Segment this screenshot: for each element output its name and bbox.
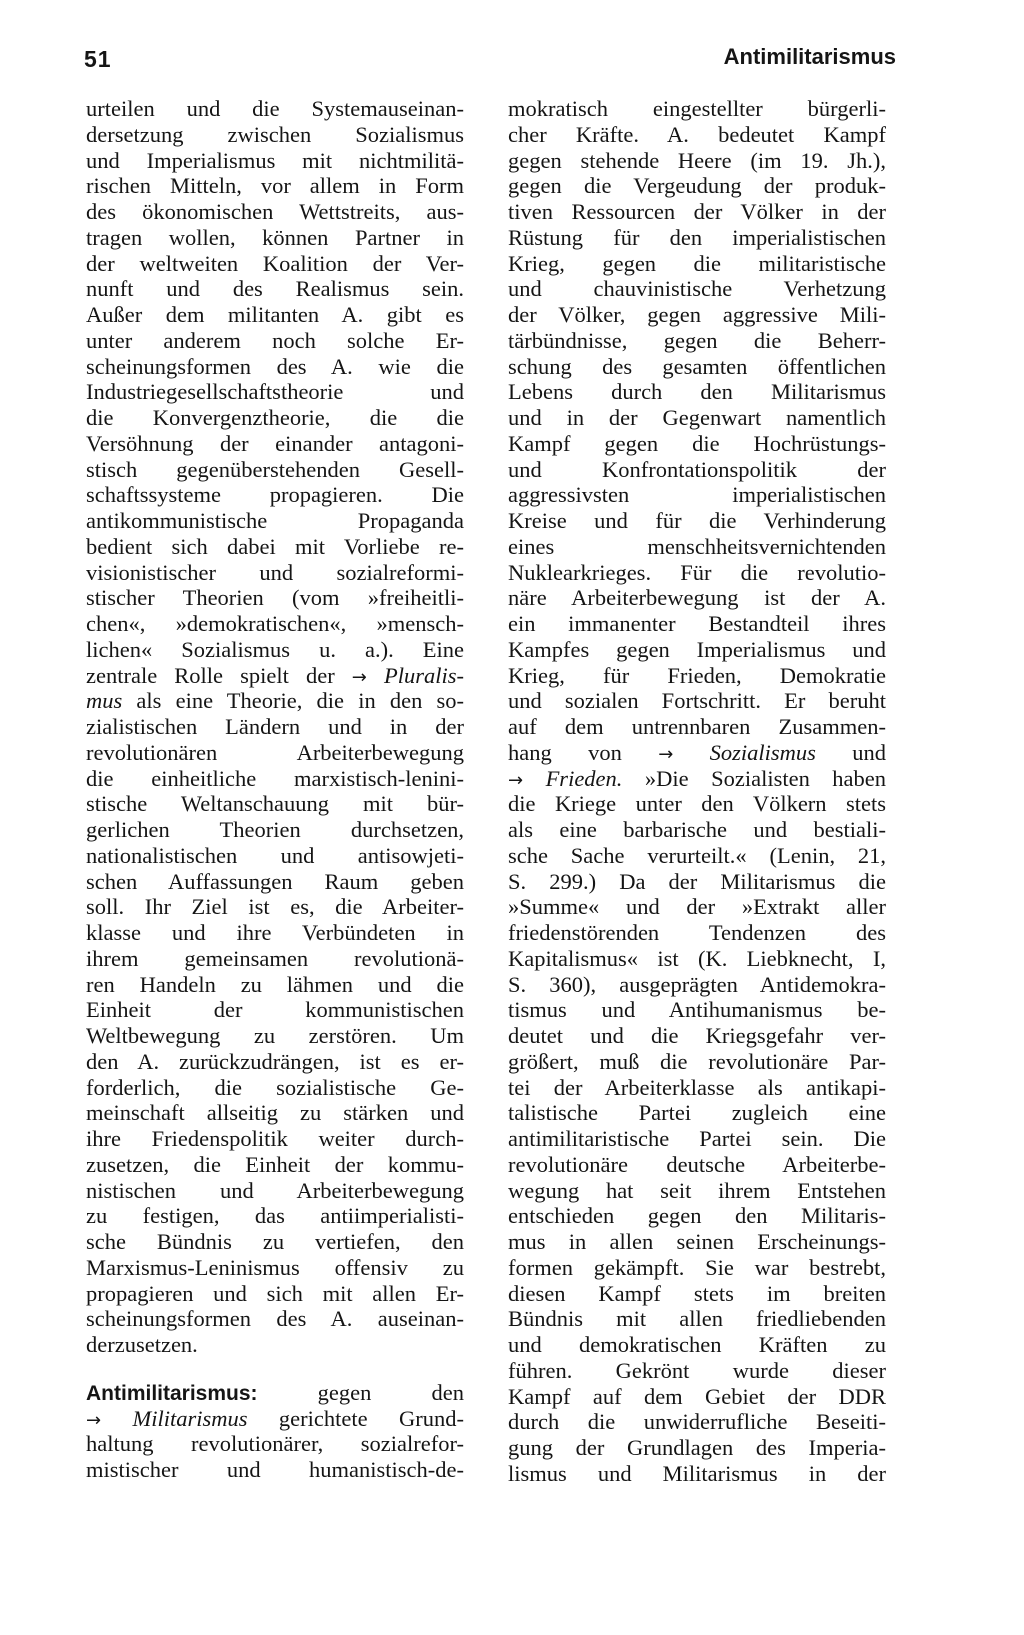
line-text: größert, muß die revolutionäre Par- <box>508 1048 886 1074</box>
line-text: rischen Mitteln, vor allem in Form <box>86 173 464 199</box>
line-text: klasse und ihre Verbündeten in <box>86 920 464 945</box>
text-line <box>508 1126 886 1152</box>
line-text: tragen wollen, können Partner in <box>86 224 464 250</box>
text-line <box>508 1229 886 1255</box>
text-line <box>86 1255 464 1281</box>
text-line <box>508 96 886 122</box>
line-text: ihre Friedenspolitik weiter durch- <box>86 1126 464 1151</box>
left-text-column <box>86 96 464 1483</box>
text-line <box>86 663 464 689</box>
line-text: und <box>815 739 886 765</box>
text-line <box>508 972 886 998</box>
line-text: nationalistischen und antisowjeti- <box>86 842 464 868</box>
text-line <box>86 817 464 843</box>
text-line <box>508 354 886 380</box>
text-line <box>86 482 464 508</box>
text-line <box>86 1281 464 1307</box>
text-line <box>508 1152 886 1178</box>
line-text: Kreise und für die Verhinderung <box>508 508 886 533</box>
text-line <box>508 457 886 483</box>
line-text: meinschaft allseitig zu stärken und <box>86 1100 464 1126</box>
text-line <box>508 585 886 611</box>
line-text: gerichtete Grund- <box>247 1405 464 1431</box>
cross-reference-term: mus <box>86 688 123 714</box>
text-line <box>508 843 886 869</box>
line-text: durch die unwiderrufliche Beseiti- <box>508 1409 886 1435</box>
text-line <box>86 1229 464 1255</box>
line-text: gegen stehende Heere (im 19. Jh.), <box>508 147 886 173</box>
page-number: 51 <box>84 46 112 72</box>
line-text: antimilitaristische Partei sein. Die <box>508 1126 886 1151</box>
text-line <box>86 688 464 714</box>
text-line <box>508 482 886 508</box>
line-text: dersetzung zwischen Sozialismus <box>86 121 464 147</box>
text-line <box>86 1406 464 1432</box>
line-text: Nuklearkrieges. Für die revolutio- <box>508 559 886 585</box>
text-line <box>508 791 886 817</box>
text-line <box>508 663 886 689</box>
text-line <box>508 997 886 1023</box>
text-line <box>508 1409 886 1435</box>
line-text: S. 299.) Da der Militarismus die <box>508 868 886 894</box>
text-line <box>508 379 886 405</box>
line-text: zusetzen, die Einheit der kommu- <box>86 1151 464 1177</box>
line-text: unter anderem noch solche Er- <box>86 327 464 353</box>
line-text: scheinungsformen des A. wie die <box>86 353 464 379</box>
text-line <box>86 1126 464 1152</box>
text-line <box>508 946 886 972</box>
text-line <box>508 611 886 637</box>
text-line <box>86 354 464 380</box>
line-text: Bündnis mit allen friedliebenden <box>508 1306 886 1332</box>
text-line <box>508 225 886 251</box>
text-line <box>86 1203 464 1229</box>
cross-reference-term: Militarismus <box>132 1405 248 1431</box>
text-line <box>508 405 886 431</box>
line-text: des ökonomischen Wettstreits, aus- <box>86 199 464 224</box>
line-text: sche Sache verurteilt.« (Lenin, 21, <box>508 842 886 868</box>
text-line <box>508 1075 886 1101</box>
cross-reference-term: Pluralis- <box>383 662 464 688</box>
line-text: Weltbewegung zu zerstören. Um <box>86 1023 464 1048</box>
text-line <box>86 894 464 920</box>
line-text: der Völker, gegen aggressive Mili- <box>508 302 886 327</box>
line-text: und in der Gegenwart namentlich <box>508 405 886 430</box>
text-line <box>508 740 886 766</box>
line-text: wegung hat seit ihrem Entstehen <box>508 1177 886 1203</box>
line-text: propagieren und sich mit allen Er- <box>86 1280 464 1306</box>
line-text: näre Arbeiterbewegung ist der A. <box>508 585 886 611</box>
line-text: forderlich, die sozialistische Ge- <box>86 1074 464 1100</box>
text-line <box>86 457 464 483</box>
line-text: stischer Theorien (vom »freiheitli- <box>86 585 464 611</box>
line-text: stisch gegenüberstehenden Gesell- <box>86 456 464 482</box>
text-line <box>86 199 464 225</box>
line-text: als eine Theorie, die in den so- <box>122 688 464 714</box>
text-line <box>508 302 886 328</box>
text-line <box>508 869 886 895</box>
cross-reference-term: Sozialismus <box>709 739 816 765</box>
line-text: und sozialen Fortschritt. Er beruht <box>508 688 886 714</box>
cross-reference-arrow-icon: → <box>658 743 674 765</box>
line-text: die einheitliche marxistisch-lenini- <box>86 765 464 791</box>
text-line <box>508 1203 886 1229</box>
line-text: stische Weltanschauung mit bür- <box>86 791 464 817</box>
line-text: Außer dem militanten A. gibt es <box>86 302 464 327</box>
text-line <box>508 1306 886 1332</box>
line-text: Kapitalismus« ist (K. Liebknecht, I, <box>508 945 886 971</box>
text-line <box>86 997 464 1023</box>
text-line <box>86 791 464 817</box>
line-text: Industriegesellschaftstheorie und <box>86 379 464 405</box>
line-text: lichen« Sozialismus u. a.). Eine <box>86 636 464 662</box>
text-line <box>86 920 464 946</box>
line-text: und Imperialismus mit nichtmilitä- <box>86 147 464 173</box>
text-line <box>508 1281 886 1307</box>
line-text: friedenstörenden Tendenzen des <box>508 920 886 945</box>
line-text: ein immanenter Bestandteil ihres <box>508 611 886 636</box>
line-text: diesen Kampf stets im breiten <box>508 1280 886 1306</box>
cross-reference-arrow-icon: → <box>86 1409 102 1431</box>
text-line <box>508 817 886 843</box>
entry-headword: Antimilitarismus: <box>86 1381 258 1405</box>
line-text: antikommunistische Propaganda <box>86 508 464 533</box>
line-text: schaftssysteme propagieren. Die <box>86 482 464 508</box>
text-line <box>86 431 464 457</box>
text-line <box>508 431 886 457</box>
text-line <box>86 1178 464 1204</box>
text-line <box>86 302 464 328</box>
cross-reference-arrow-icon: → <box>351 666 367 688</box>
text-line <box>508 251 886 277</box>
text-line <box>86 585 464 611</box>
text-line <box>508 1255 886 1281</box>
text-line <box>86 1380 464 1406</box>
line-text: zialistischen Ländern und in der <box>86 714 464 739</box>
line-text: tismus und Antihumanismus be- <box>508 997 886 1023</box>
line-text: chen«, »demokratischen«, »mensch- <box>86 611 464 636</box>
text-line <box>86 1457 464 1483</box>
text-line <box>508 276 886 302</box>
line-text: Kampf gegen die Hochrüstungs- <box>508 430 886 456</box>
line-text: eines menschheitsvernichtenden <box>508 533 886 559</box>
text-line <box>508 766 886 792</box>
text-line <box>508 508 886 534</box>
line-text: zu festigen, das antiimperialisti- <box>86 1203 464 1229</box>
text-line <box>508 1461 886 1487</box>
text-line <box>86 379 464 405</box>
text-line <box>508 894 886 920</box>
text-line <box>86 766 464 792</box>
text-line <box>86 251 464 277</box>
text-line <box>86 1306 464 1332</box>
line-text: mokratisch eingestellter bürgerli- <box>508 96 886 121</box>
text-line <box>86 534 464 560</box>
line-text: derzusetzen. <box>86 1332 198 1357</box>
text-line <box>508 920 886 946</box>
text-line <box>86 173 464 199</box>
line-text: Krieg, gegen die militaristische <box>508 250 886 276</box>
line-text: Lebens durch den Militarismus <box>508 379 886 405</box>
line-text: Versöhnung der einander antagoni- <box>86 430 464 456</box>
line-text: schen Auffassungen Raum geben <box>86 868 464 894</box>
text-line <box>508 1358 886 1384</box>
line-text: schung des gesamten öffentlichen <box>508 353 886 379</box>
line-text: hang von <box>508 739 659 765</box>
text-line <box>508 560 886 586</box>
line-text: visionistischer und sozialreformi- <box>86 559 464 585</box>
text-line <box>86 148 464 174</box>
text-line <box>86 1100 464 1126</box>
text-line <box>86 1152 464 1178</box>
text-line <box>508 1049 886 1075</box>
cross-reference-arrow-icon: → <box>508 769 524 791</box>
line-text: gegen die Vergeudung der produk- <box>508 173 886 199</box>
line-text: der weltweiten Koalition der Ver- <box>86 250 464 276</box>
text-line <box>86 225 464 251</box>
line-text: urteilen und die Systemauseinan- <box>86 96 464 121</box>
line-text: ihrem gemeinsamen revolutionä- <box>86 945 464 971</box>
text-line <box>508 1435 886 1461</box>
line-text: deutet und die Kriegsgefahr ver- <box>508 1023 886 1048</box>
line-text: nunft und des Realismus sein. <box>86 276 464 302</box>
text-line <box>508 122 886 148</box>
line-text: und demokratischen Kräften zu <box>508 1332 886 1357</box>
text-line <box>86 122 464 148</box>
right-text-column <box>508 96 886 1487</box>
text-line <box>508 714 886 740</box>
text-line <box>508 1332 886 1358</box>
text-line <box>86 405 464 431</box>
line-text: und Konfrontationspolitik der <box>508 456 886 482</box>
line-text: führen. Gekrönt wurde dieser <box>508 1357 886 1383</box>
line-text: formen gekämpft. Sie war bestrebt, <box>508 1254 886 1280</box>
line-text: gegen den <box>257 1379 464 1405</box>
running-head: Antimilitarismus <box>723 44 896 69</box>
text-line <box>86 508 464 534</box>
text-line <box>86 1075 464 1101</box>
text-line <box>508 1384 886 1410</box>
text-line <box>86 843 464 869</box>
line-text: Krieg, für Frieden, Demokratie <box>508 662 886 688</box>
text-line <box>86 972 464 998</box>
line-text: sche Bündnis zu vertiefen, den <box>86 1229 464 1254</box>
text-line <box>86 946 464 972</box>
line-text: S. 360), ausgeprägten Antidemokra- <box>508 971 886 997</box>
line-text: die Konvergenztheorie, die die <box>86 405 464 430</box>
line-text: Marxismus-Leninismus offensiv zu <box>86 1254 464 1280</box>
text-line <box>508 1178 886 1204</box>
text-line <box>86 714 464 740</box>
line-text: Einheit der kommunistischen <box>86 997 464 1023</box>
text-line <box>508 637 886 663</box>
line-text: revolutionären Arbeiterbewegung <box>86 739 464 765</box>
line-text: soll. Ihr Ziel ist es, die Arbeiter- <box>86 894 464 920</box>
line-text: tärbündnisse, gegen die Beherr- <box>508 327 886 353</box>
line-text: bedient sich dabei mit Vorliebe re- <box>86 533 464 559</box>
line-text: mus in allen seinen Erscheinungs- <box>508 1229 886 1254</box>
line-text: »Summe« und der »Extrakt aller <box>508 894 886 920</box>
line-text: tiven Ressourcen der Völker in der <box>508 199 886 224</box>
text-line <box>86 740 464 766</box>
line-text: talistische Partei zugleich eine <box>508 1100 886 1126</box>
text-line <box>86 276 464 302</box>
text-line <box>86 328 464 354</box>
line-text: Rüstung für den imperialistischen <box>508 224 886 250</box>
line-text: nistischen und Arbeiterbewegung <box>86 1177 464 1203</box>
text-line <box>86 560 464 586</box>
line-text: lismus und Militarismus in der <box>508 1460 886 1486</box>
line-text: »Die Sozialisten haben <box>622 765 886 791</box>
line-text: Kampfes gegen Imperialismus und <box>508 636 886 662</box>
text-line <box>86 1049 464 1075</box>
line-text: die Kriege unter den Völkern stets <box>508 791 886 817</box>
line-text: auf dem untrennbaren Zusammen- <box>508 714 886 739</box>
line-text: haltung revolutionärer, sozialrefor- <box>86 1431 464 1457</box>
text-line <box>508 328 886 354</box>
line-text: tei der Arbeiterklasse als antikapi- <box>508 1074 886 1100</box>
line-text: als eine barbarische und bestiali- <box>508 817 886 842</box>
line-text: aggressivsten imperialistischen <box>508 482 886 508</box>
text-line <box>86 869 464 895</box>
text-line <box>508 688 886 714</box>
text-line <box>508 1100 886 1126</box>
text-line <box>508 534 886 560</box>
line-text: gung der Grundlagen des Imperia- <box>508 1435 886 1460</box>
text-line <box>508 173 886 199</box>
line-text: entschieden gegen den Militaris- <box>508 1203 886 1229</box>
line-text: gerlichen Theorien durchsetzen, <box>86 817 464 842</box>
line-text: Kampf auf dem Gebiet der DDR <box>508 1383 886 1409</box>
line-text: und chauvinistische Verhetzung <box>508 276 886 302</box>
line-text: zentrale Rolle spielt der <box>86 662 352 688</box>
line-text: ren Handeln zu lähmen und die <box>86 971 464 997</box>
line-text: scheinungsformen des A. auseinan- <box>86 1306 464 1332</box>
text-line <box>86 96 464 122</box>
text-line <box>86 1023 464 1049</box>
text-line <box>86 1332 464 1358</box>
line-text: mistischer und humanistisch-de- <box>86 1457 464 1482</box>
cross-reference-term: Frieden. <box>545 765 623 791</box>
text-line <box>86 611 464 637</box>
entry-separator <box>86 1358 464 1380</box>
text-line <box>86 637 464 663</box>
text-line <box>86 1431 464 1457</box>
text-line <box>508 199 886 225</box>
text-line <box>508 148 886 174</box>
line-text: cher Kräfte. A. bedeutet Kampf <box>508 121 886 147</box>
text-line <box>508 1023 886 1049</box>
line-text: den A. zurückzudrängen, ist es er- <box>86 1048 464 1074</box>
line-text: revolutionäre deutsche Arbeiterbe- <box>508 1151 886 1177</box>
